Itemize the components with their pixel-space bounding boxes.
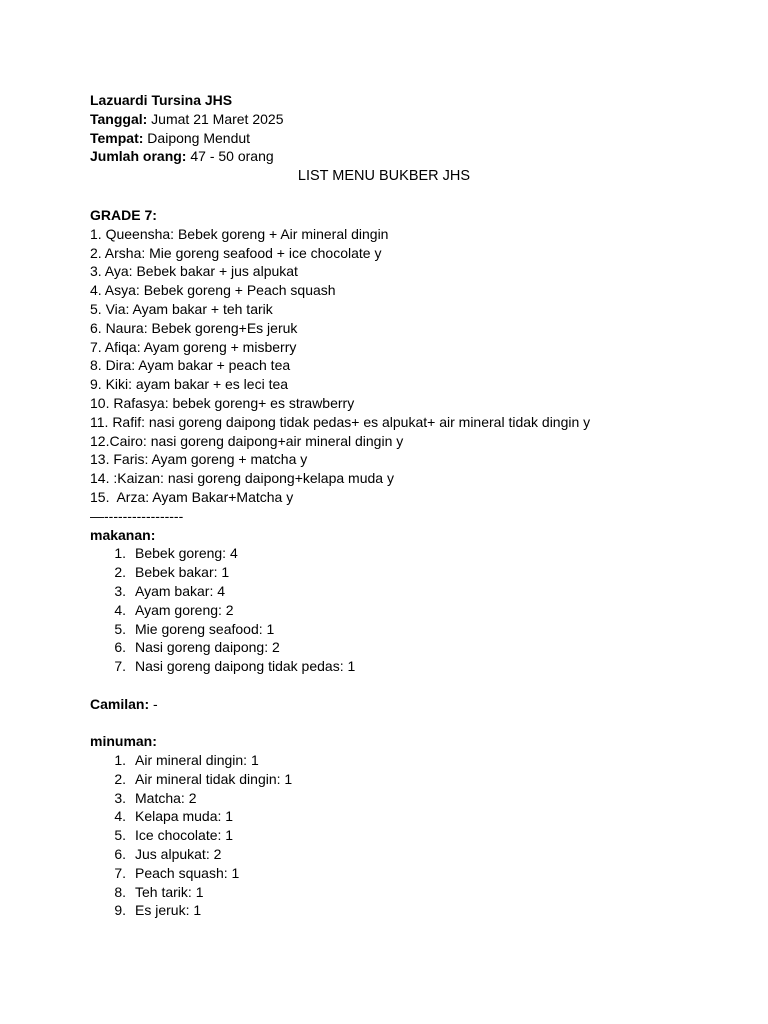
list-number: 5. [114, 620, 126, 637]
order-item: 9. Kiki: ayam bakar + es leci tea [90, 376, 289, 393]
list-number: 3. [114, 789, 126, 806]
place-label: Tempat: [90, 129, 144, 146]
spacer [90, 714, 690, 733]
order-item: 5. Via: Ayam bakar + teh tarik [90, 300, 273, 317]
minuman-item [90, 770, 690, 789]
minuman-heading: minuman: [90, 733, 157, 750]
order-item: 8. Dira: Ayam bakar + peach tea [90, 357, 291, 374]
list-text: Air mineral dingin: 1 [135, 752, 259, 769]
order-item: 6. Naura: Bebek goreng+Es jeruk [90, 319, 298, 336]
order-item: 11. Rafif: nasi goreng daipong tidak pedas+ es alpukat+ air mineral tidak dingin y [90, 413, 591, 430]
list-text: Ayam bakar: 4 [135, 582, 226, 599]
minuman-item [90, 901, 690, 920]
list-text: Es jeruk: 1 [135, 902, 202, 919]
list-text: Nasi goreng daipong: 2 [135, 639, 280, 656]
makanan-item [90, 601, 690, 620]
list-number: 6. [114, 639, 126, 656]
count-value: 47 - 50 orang [186, 148, 274, 165]
list-number: 2. [114, 770, 126, 787]
list-number: 1. [114, 545, 126, 562]
list-text: Peach squash: 1 [135, 864, 240, 881]
count-line [90, 147, 690, 166]
order-item: 4. Asya: Bebek goreng + Peach squash [90, 282, 336, 299]
makanan-item [90, 638, 690, 657]
makanan-item [90, 563, 690, 582]
spacer [90, 187, 690, 206]
minuman-list [90, 751, 690, 920]
list-number: 2. [114, 564, 126, 581]
makanan-item [90, 582, 690, 601]
order-item: 3. Aya: Bebek bakar + jus alpukat [90, 263, 298, 280]
list-text: Jus alpukat: 2 [135, 846, 222, 863]
list-number: 4. [114, 808, 126, 825]
list-number: 4. [114, 601, 126, 618]
camilan-line [90, 695, 690, 714]
order-item: 12.Cairo: nasi goreng daipong+air mineral dingin y [90, 432, 404, 449]
place-value: Daipong Mendut [143, 129, 251, 146]
minuman-item [90, 789, 690, 808]
place-line [90, 129, 690, 148]
makanan-heading: makanan: [90, 526, 156, 543]
minuman-item [90, 845, 690, 864]
list-number: 5. [114, 827, 126, 844]
list-number: 8. [114, 883, 126, 900]
makanan-item [90, 620, 690, 639]
minuman-item [90, 864, 690, 883]
camilan-heading: Camilan: [90, 695, 150, 712]
order-item: 10. Rafasya: bebek goreng+ es strawberry [90, 394, 355, 411]
document-title: LIST MENU BUKBER JHS [297, 168, 471, 185]
grade-heading: GRADE 7: [90, 206, 157, 223]
list-text: Nasi goreng daipong tidak pedas: 1 [135, 658, 356, 675]
separator-line: —----------------- [90, 507, 184, 524]
minuman-item [90, 751, 690, 770]
list-number: 7. [114, 658, 126, 675]
minuman-item [90, 807, 690, 826]
list-text: Bebek bakar: 1 [135, 564, 230, 581]
list-text: Mie goreng seafood: 1 [135, 620, 275, 637]
order-item: 15. Arza: Ayam Bakar+Matcha y [90, 488, 294, 505]
order-item: 7. Afiqa: Ayam goreng + misberry [90, 338, 297, 355]
spacer [90, 676, 690, 695]
count-label: Jumlah orang: [90, 148, 187, 165]
order-item: 1. Queensha: Bebek goreng + Air mineral dingin [90, 225, 389, 242]
minuman-item [90, 883, 690, 902]
order-item: 13. Faris: Ayam goreng + matcha y [90, 451, 308, 468]
list-text: Bebek goreng: 4 [135, 545, 238, 562]
makanan-item [90, 544, 690, 563]
order-item: 2. Arsha: Mie goreng seafood + ice chocolate y [90, 244, 382, 261]
list-text: Matcha: 2 [135, 789, 197, 806]
list-text: Kelapa muda: 1 [135, 808, 234, 825]
date-label: Tanggal: [90, 110, 148, 127]
list-text: Teh tarik: 1 [135, 883, 204, 900]
list-number: 3. [114, 582, 126, 599]
makanan-list [90, 544, 690, 676]
list-text: Ice chocolate: 1 [135, 827, 234, 844]
date-value: Jumat 21 Maret 2025 [147, 110, 284, 127]
date-line [90, 110, 690, 129]
list-text: Air mineral tidak dingin: 1 [135, 770, 293, 787]
order-item: 14. :Kaizan: nasi goreng daipong+kelapa muda y [90, 470, 394, 487]
list-text: Ayam goreng: 2 [135, 601, 234, 618]
camilan-value: - [149, 695, 158, 712]
list-number: 9. [114, 902, 126, 919]
order-list [90, 225, 690, 507]
list-number: 7. [114, 864, 126, 881]
minuman-item [90, 826, 690, 845]
makanan-item [90, 657, 690, 676]
list-number: 1. [114, 752, 126, 769]
document-content [90, 91, 690, 920]
list-number: 6. [114, 846, 126, 863]
school-name: Lazuardi Tursina JHS [90, 92, 233, 108]
